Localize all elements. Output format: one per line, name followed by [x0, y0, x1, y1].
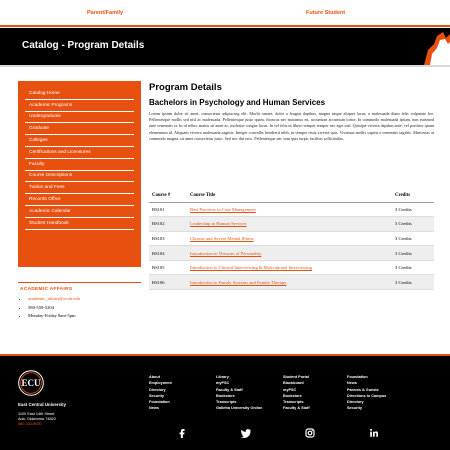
footer-link[interactable]: Galletta University Online [216, 406, 263, 411]
logo-text: ECU [21, 378, 41, 389]
section-title: Program Details [149, 82, 222, 93]
sidebar-item-records-office[interactable]: Records Office [25, 194, 134, 206]
academic-affairs-box [18, 282, 141, 332]
table-row [149, 231, 434, 246]
footer-link[interactable]: Faculty & Staff [216, 387, 243, 392]
footer-link[interactable]: Faculty & Staff [283, 406, 310, 411]
course-credits: 3 Credits [392, 260, 434, 275]
course-title-link[interactable]: Chronic and Severe Mental Illness [190, 235, 254, 241]
course-number: BS102 [149, 217, 187, 232]
nav-link-future-student[interactable]: Future Student [306, 10, 346, 16]
sidebar [18, 81, 141, 267]
banner-divider [0, 65, 450, 67]
sidebar-item-catalog-home[interactable]: Catalog Home [25, 88, 134, 100]
table-row [149, 246, 434, 261]
footer-link[interactable]: About [149, 375, 160, 379]
footer-link[interactable]: Transcripts [216, 400, 237, 405]
course-number: BS104 [149, 246, 187, 261]
footer-link[interactable]: Directory [149, 387, 166, 392]
nav-link-parent-family[interactable]: Parent/Family [87, 10, 124, 16]
footer-links-col-1 [149, 374, 172, 412]
course-title-link[interactable]: Introduction to Clinical Interviewing & Motivational Interviewing [190, 265, 312, 271]
top-rule [0, 25, 450, 27]
sidebar-item-course-descriptions[interactable]: Course Descriptions [25, 171, 134, 183]
footer-university-name: East Central University [18, 402, 67, 407]
footer-link[interactable]: News [347, 381, 357, 386]
sidebar-item-graduate[interactable]: Graduate [25, 123, 134, 135]
footer-link[interactable]: Directions to Campus [347, 393, 387, 398]
course-credits: 3 Credits [392, 217, 434, 232]
footer-link[interactable]: News [149, 406, 159, 411]
academic-affairs-email [28, 295, 141, 304]
header-course-title: Course Title [187, 189, 392, 202]
header-course-number: Course # [149, 189, 187, 202]
footer-link[interactable]: Directory [347, 400, 364, 405]
footer-link[interactable]: myPSC [216, 381, 230, 386]
footer-link[interactable]: Bookstore [283, 393, 302, 398]
course-title-link[interactable]: Introduction to Family Systems and Family Therapy [190, 279, 287, 285]
footer-links-col-4 [347, 374, 386, 412]
footer-address [18, 412, 56, 427]
top-nav [0, 0, 450, 28]
course-title-link[interactable]: Introduction to Theories of Personality [190, 250, 262, 256]
site-footer [0, 356, 450, 450]
course-credits: 3 Credits [392, 246, 434, 261]
footer-link[interactable]: Foundation [149, 400, 170, 405]
instagram-icon[interactable] [304, 427, 316, 439]
banner-decoration-icon [410, 28, 450, 65]
sidebar-item-colleges[interactable]: Colleges [25, 135, 134, 147]
table-row [149, 202, 434, 217]
footer-link[interactable]: Blackboard [283, 381, 304, 386]
facebook-icon[interactable] [176, 427, 188, 439]
sidebar-item-faculty[interactable]: Faculty [25, 159, 134, 171]
sidebar-item-certifications[interactable]: Certifications and Licensures [25, 147, 134, 159]
table-row [149, 260, 434, 275]
course-credits: 3 Credits [392, 275, 434, 290]
course-credits: 3 Credits [392, 202, 434, 217]
course-title-link[interactable]: Best Practices in Case Management [190, 206, 256, 212]
footer-link[interactable]: Security [149, 393, 164, 398]
footer-link[interactable]: Student Portal [283, 375, 309, 379]
twitter-icon[interactable] [240, 427, 252, 439]
footer-link[interactable]: Library [216, 375, 229, 379]
sidebar-item-student-handbook[interactable]: Student Handbook [25, 218, 134, 230]
footer-link[interactable]: Security [347, 406, 362, 411]
university-seal-icon[interactable] [18, 370, 44, 396]
sidebar-item-academic-programs[interactable]: Academic Programs [25, 100, 134, 112]
table-row [149, 217, 434, 232]
program-name: Bachelors in Psychology and Human Services [149, 98, 326, 107]
footer-address-line2: Ada, Oklahoma 74820 [18, 417, 56, 421]
course-credits: 3 Credits [392, 231, 434, 246]
footer-link[interactable]: Foundation [347, 375, 368, 379]
sidebar-item-academic-calendar[interactable]: Academic Calendar [25, 206, 134, 218]
footer-links-col-2 [216, 374, 262, 412]
page-title: Catalog - Program Details [22, 40, 145, 51]
page-banner [0, 28, 450, 65]
course-table [149, 189, 434, 290]
academic-affairs-phone: • 580-559-5204 [28, 304, 141, 313]
footer-link[interactable]: myPSC [283, 387, 297, 392]
email-link[interactable]: academic_affairs@ecok.edu [28, 296, 80, 301]
header-credits: Credits [392, 189, 434, 202]
linkedin-icon[interactable] [368, 427, 380, 439]
academic-affairs-hours: • Monday-Friday 8am-5pm [28, 312, 141, 321]
course-title-link[interactable]: Leadership in Human Services [190, 221, 247, 227]
main-content [149, 82, 434, 142]
program-description: Lorem ipsum dolor sit amet, consectetur adipiscing elit. Morbi ornare, dolor a feugiat dapibus, magna neque aliquet lacus, a malesuada diam felis vulputate leo. Pellentesque mollis sed nisl ac malesuada. Pellentesque justo quam, rhoncus nec maximus eu, accumsan accumsan tortor. In commodo malesuada ipsum, non euismod ante venenatis et. In id tellus, mattis sit amet ac, molestie congue lacus. In vel felis ut libero semper tempor nec eget nisl. Quisque viverra dapibus ante, vel porttitor quam elementum id. Aliquam viverra malesuada sagittis. Integer convallis hendrerit nibh, in semper risus viverra quis. Vivamus mollis sapien a venenatis sagittis. Maecenas at commodo magna, sit amet consectetur justo. Sed nec dui eros. Pellentesque nec sem quis turpis facilisis sollicitudin. [149, 111, 434, 141]
footer-link[interactable]: Transcripts [283, 400, 304, 405]
footer-link[interactable]: Employment [149, 381, 172, 386]
sidebar-item-undergraduate[interactable]: Undergraduate [25, 112, 134, 124]
course-number: BS101 [149, 202, 187, 217]
course-number: BS106 [149, 275, 187, 290]
sidebar-item-tuition-fees[interactable]: Tuition and Fees [25, 182, 134, 194]
table-header-row [149, 189, 434, 202]
footer-links-col-3 [283, 374, 310, 412]
course-number: BS103 [149, 231, 187, 246]
academic-affairs-heading: ACADEMIC AFFAIRS [20, 287, 73, 292]
footer-link[interactable]: Parents & Guests [347, 387, 379, 392]
footer-address-line1: 1100 East 14th Street [18, 412, 55, 416]
table-row [149, 275, 434, 290]
footer-phone[interactable]: 580-332-8000 [18, 422, 42, 426]
course-number: BS105 [149, 260, 187, 275]
footer-link[interactable]: Bookstore [216, 393, 235, 398]
